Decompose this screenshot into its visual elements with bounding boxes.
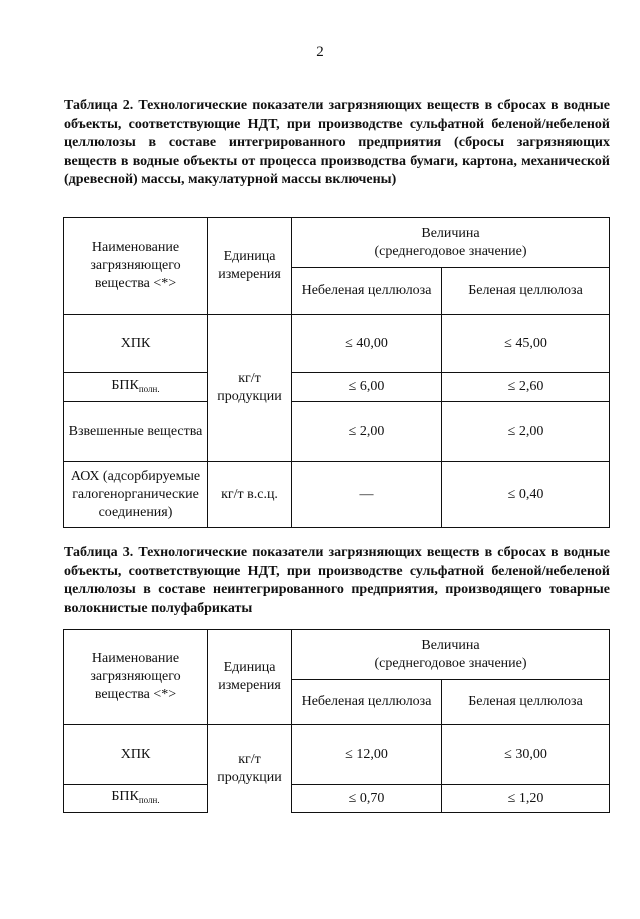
page-number: 2 [316,44,324,60]
table-row [64,785,610,813]
table2 [63,217,610,528]
table3-row-bpk-bleached: ≤ 1,20 [442,785,610,813]
table3-row-bpk-unbleached: ≤ 0,70 [292,785,442,813]
table2-header-value-note: (среднегодовое значение) [374,243,527,259]
table3-row-bpk-name [64,785,208,813]
table3-header-value [292,630,610,680]
table2-header-value-title: Величина [421,225,480,241]
table2-row-bpk-sub: полн. [138,383,160,394]
table2-header-unit: Единица измерения [208,218,292,315]
table3-header-unit: Единица измерения [208,630,292,725]
table3-header-value-title: Величина [421,637,480,653]
table2-row-aox-unit: кг/т в.с.ц. [208,462,292,528]
table-row [64,402,610,462]
table2-row-bpk-unbleached: ≤ 6,00 [292,373,442,402]
table3-row-bpk-sub: полн. [138,795,160,805]
table2-row-bpk-name [64,373,208,402]
table2-header-substance: Наименование загрязняющего вещества <*> [64,218,208,315]
table2-header-unbleached: Небеленая целлюлоза [292,268,442,315]
table3-row-hpk-bleached: ≤ 30,00 [442,725,610,785]
table3-header-unbleached: Небеленая целлюлоза [292,680,442,725]
table2-row-aox-name: АОХ (адсорбируемые галогенорганические соединения) [64,462,208,528]
table3-row-hpk-name: ХПК [64,725,208,785]
table3-shared-unit: кг/т продукции [208,725,292,813]
table-row [64,462,610,528]
table3-header-value-note: (среднегодовое значение) [374,655,527,671]
table2-row-bpk-bleached: ≤ 2,60 [442,373,610,402]
table2-header-bleached: Беленая целлюлоза [442,268,610,315]
table3 [63,629,610,813]
table-row [64,725,610,785]
table3-caption: Таблица 3. Технологические показатели загрязняющих веществ в сбросах в водные объекты, соответствующие НДТ, при производстве сульфатной беленой/небеленой целлюлозы в составе неинтегрированного предприятия, производящего товарные волокнистые полуфабрикаты [64,545,610,616]
table2-row-suspended-bleached: ≤ 2,00 [442,402,610,462]
table2-row-bpk-main: БПК [111,377,139,393]
table3-row-hpk-unbleached: ≤ 12,00 [292,725,442,785]
table-row [64,373,610,402]
table2-row-suspended-unbleached: ≤ 2,00 [292,402,442,462]
table2-header-value [292,218,610,268]
table-row [64,315,610,373]
table2-shared-unit: кг/т продукции [208,315,292,462]
table2-row-hpk-bleached: ≤ 45,00 [442,315,610,373]
table2-row-suspended-name: Взвешенные вещества [64,402,208,462]
table3-header-substance: Наименование загрязняющего вещества <*> [64,630,208,725]
table3-row-bpk-main: БПК [111,789,139,804]
table2-row-aox-unbleached: — [292,462,442,528]
table3-header-bleached: Беленая целлюлоза [442,680,610,725]
table2-row-aox-bleached: ≤ 0,40 [442,462,610,528]
table2-row-hpk-name: ХПК [64,315,208,373]
table2-caption: Таблица 2. Технологические показатели загрязняющих веществ в сбросах в водные объекты, соответствующие НДТ, при производстве сульфатной беленой/небеленой целлюлозы в составе интегрированного предприятия (сбросы загрязняющих веществ в водные объекты от процесса производства бумаги, картона, механической (древесной) массы, макулатурной массы включены) [64,98,610,187]
table2-row-hpk-unbleached: ≤ 40,00 [292,315,442,373]
